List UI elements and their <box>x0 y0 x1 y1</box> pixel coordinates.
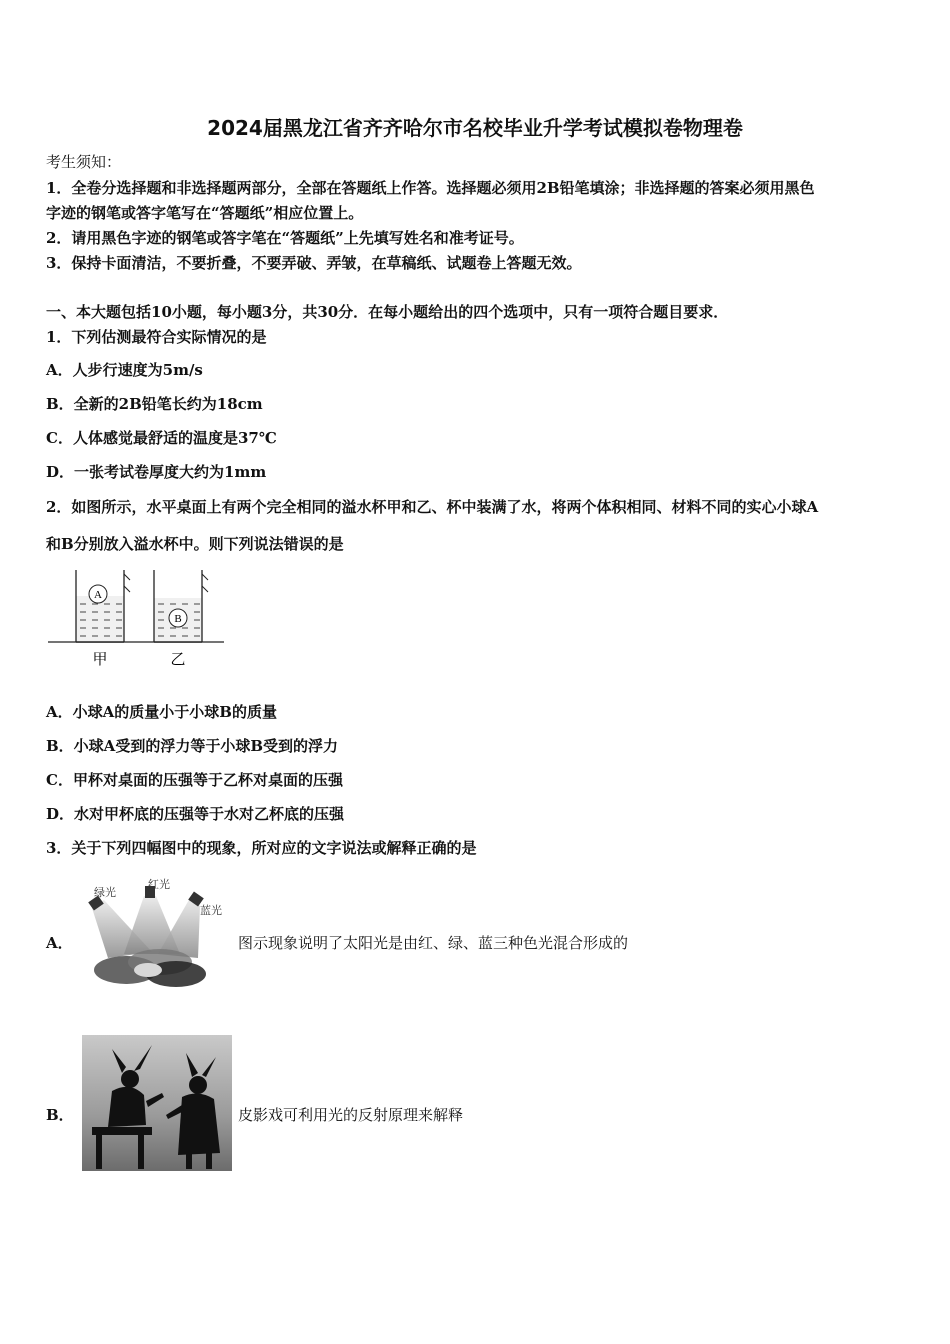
ball-b-label: B <box>174 613 182 625</box>
q1-option-c: C．人体感觉最舒适的温度是37℃ <box>46 429 277 447</box>
notice-item-2: 2．请用黑色字迹的钢笔或答字笔在“答题纸”上先填写姓名和准考证号。 <box>46 229 524 247</box>
cup-right-label: 乙 <box>170 650 186 668</box>
q1-option-d: D．一张考试卷厚度大约为1mm <box>46 463 267 481</box>
notice-item-1-cont: 字迹的钢笔或答字笔写在“答题纸”相应位置上。 <box>46 204 364 222</box>
blue-light-label: 蓝光 <box>200 904 222 917</box>
shadow-puppet-photo <box>82 1035 232 1171</box>
ball-a-label: A <box>94 589 102 601</box>
shadow-puppet-silhouettes <box>82 1035 232 1171</box>
green-light-label: 绿光 <box>94 886 116 899</box>
q1-option-b: B．全新的2B铅笔长约为18cm <box>46 395 263 413</box>
page-title: 2024届黑龙江省齐齐哈尔市名校毕业升学考试模拟卷物理卷 <box>207 116 743 140</box>
notice-item-1: 1．全卷分选择题和非选择题两部分，全部在答题纸上作答。选择题必须用2B铅笔填涂；非选择题的答案必须用黑色 <box>46 179 815 197</box>
notice-heading: 考生须知： <box>46 153 122 171</box>
cup-right-spout <box>202 586 208 592</box>
cup-left <box>76 570 130 642</box>
color-light-mixing-figure <box>78 874 236 992</box>
q2-option-d: D．水对甲杯底的压强等于水对乙杯底的压强 <box>46 805 345 823</box>
white-center <box>134 963 162 977</box>
q3-option-b-text: 皮影戏可利用光的反射原理来解释 <box>238 1106 464 1124</box>
cup-left-spout <box>124 586 130 592</box>
q2-option-b: B．小球A受到的浮力等于小球B受到的浮力 <box>46 737 338 755</box>
cup-left-label: 甲 <box>92 650 108 668</box>
q3-option-b-letter: B． <box>46 1106 74 1124</box>
q3-option-a-text: 图示现象说明了太阳光是由红、绿、蓝三种色光混合形成的 <box>238 934 629 952</box>
cup-right <box>154 570 208 642</box>
q2-option-a: A．小球A的质量小于小球B的质量 <box>46 703 277 721</box>
q3-option-a-letter: A． <box>46 934 73 952</box>
q2-option-c: C．甲杯对桌面的压强等于乙杯对桌面的压强 <box>46 771 343 789</box>
section-instructions: 一、本大题包括10小题，每小题3分，共30分．在每小题给出的四个选项中，只有一项符合题目要求． <box>46 303 729 321</box>
q1-option-a: A．人步行速度为5m/s <box>46 361 203 379</box>
question-2-stem-line1: 2．如图所示，水平桌面上有两个完全相同的溢水杯甲和乙、杯中装满了水，将两个体积相同、材料不同的实心小球A <box>46 498 819 516</box>
red-light-label: 红光 <box>148 878 170 891</box>
overflow-cups-figure <box>46 566 228 670</box>
question-1-stem: 1．下列估测最符合实际情况的是 <box>46 328 267 346</box>
question-3-stem: 3．关于下列四幅图中的现象，所对应的文字说法或解释正确的是 <box>46 839 477 857</box>
question-2-stem-line2: 和B分别放入溢水杯中。则下列说法错误的是 <box>46 535 344 553</box>
notice-item-3: 3．保持卡面清洁，不要折叠，不要弄破、弄皱，在草稿纸、试题卷上答题无效。 <box>46 254 582 272</box>
